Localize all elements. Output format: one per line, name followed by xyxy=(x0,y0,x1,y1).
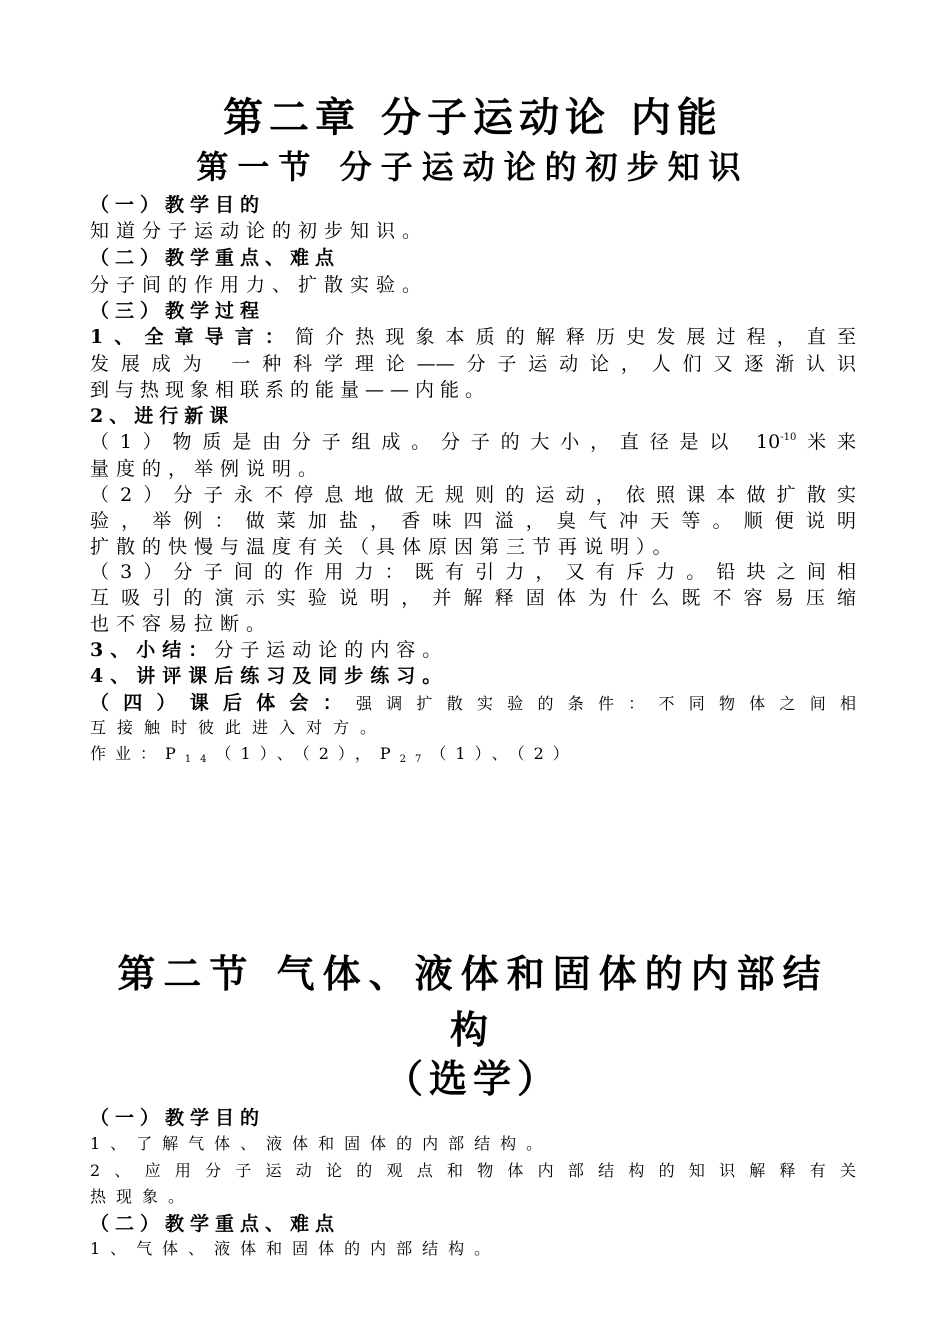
reflection-line: 互接触时彼此进入对方。 xyxy=(90,718,388,737)
homework-text: （1）、（2），P xyxy=(215,744,400,763)
homework-text: （1）、（2） xyxy=(430,744,578,763)
section-2-subtitle: （选学） xyxy=(384,1056,561,1101)
point-1-text: （1）物质是由分子组成。分子的大小，直径是以 10 xyxy=(90,431,781,453)
intro-paragraph-line: 发展成为 一种科学理论——分子运动论，人们又逐渐认识 xyxy=(90,353,856,375)
exponent: -10 xyxy=(780,432,797,443)
reflection-text: 强调扩散实验的条件：不同物体之间相 xyxy=(356,694,856,713)
page-number-sub: 14 xyxy=(184,754,216,765)
intro-text: 简介热现象本质的解释历史发展过程，直至 xyxy=(295,326,856,348)
point-2-line: 扩散的快慢与温度有关（具体原因第三节再说明）。 xyxy=(90,536,679,558)
point-1-text-end: 米来 xyxy=(796,431,856,453)
point-2-line: （2）分子永不停息地做无规则的运动，依照课本做扩散实 xyxy=(90,484,856,506)
exercise-line: 4、讲评课后练习及同步练习。 xyxy=(90,665,449,687)
point-2-line: 验，举例：做菜加盐，香味四溢，臭气冲天等。顺便说明 xyxy=(90,510,856,532)
section-2-title-line: 构 xyxy=(449,1007,496,1052)
s2-key-item: 1、气体、液体和固体的内部结构。 xyxy=(90,1239,501,1258)
point-3-line: （3）分子间的作用力：既有引力，又有斥力。铅块之间相 xyxy=(90,561,856,583)
reflection-line xyxy=(90,688,856,715)
page-number-sub: 27 xyxy=(399,754,431,765)
chapter-title: 第二章 分子运动论 内能 xyxy=(223,94,723,141)
section-title: 第一节 分子运动论的初步知识 xyxy=(196,148,750,186)
summary-label: 3、小结： xyxy=(90,639,215,661)
s2-goal-item: 热现象。 xyxy=(90,1187,195,1206)
goal-text: 知道分子运动论的初步知识。 xyxy=(90,220,429,242)
key-heading: （二）教学重点、难点 xyxy=(90,247,341,269)
key-text: 分子间的作用力、扩散实验。 xyxy=(90,274,429,296)
point-1-line xyxy=(90,427,856,454)
summary-line xyxy=(90,635,856,662)
section-2-title xyxy=(90,946,856,1058)
s2-goal-item: 1、了解气体、液体和固体的内部结构。 xyxy=(90,1134,553,1153)
point-3-line: 也不容易拉断。 xyxy=(90,613,273,635)
process-heading: （三）教学过程 xyxy=(90,300,266,322)
point-1-line: 量度的，举例说明。 xyxy=(90,458,325,480)
homework-text: 作业：P xyxy=(90,744,185,763)
new-lesson-heading: 2、进行新课 xyxy=(90,405,235,427)
s2-key-heading: （二）教学重点、难点 xyxy=(90,1213,341,1235)
homework-line xyxy=(90,741,856,765)
s2-goal-heading: （一）教学目的 xyxy=(90,1107,266,1129)
goal-heading: （一）教学目的 xyxy=(90,194,266,216)
summary-text: 分子运动论的内容。 xyxy=(214,639,449,661)
intro-paragraph-line: 到与热现象相联系的能量——内能。 xyxy=(90,379,491,401)
s2-goal-item: 2、应用分子运动论的观点和物体内部结构的知识解释有关 xyxy=(90,1161,856,1180)
intro-paragraph-line xyxy=(90,322,856,349)
reflection-label: （四）课后体会： xyxy=(90,692,356,714)
section-2-title-line: 第二节 气体、液体和固体的内部结 xyxy=(117,951,829,996)
point-3-line: 互吸引的演示实验说明，并解释固体为什么既不容易压缩 xyxy=(90,587,856,609)
intro-label: 1、全章导言： xyxy=(90,326,295,348)
